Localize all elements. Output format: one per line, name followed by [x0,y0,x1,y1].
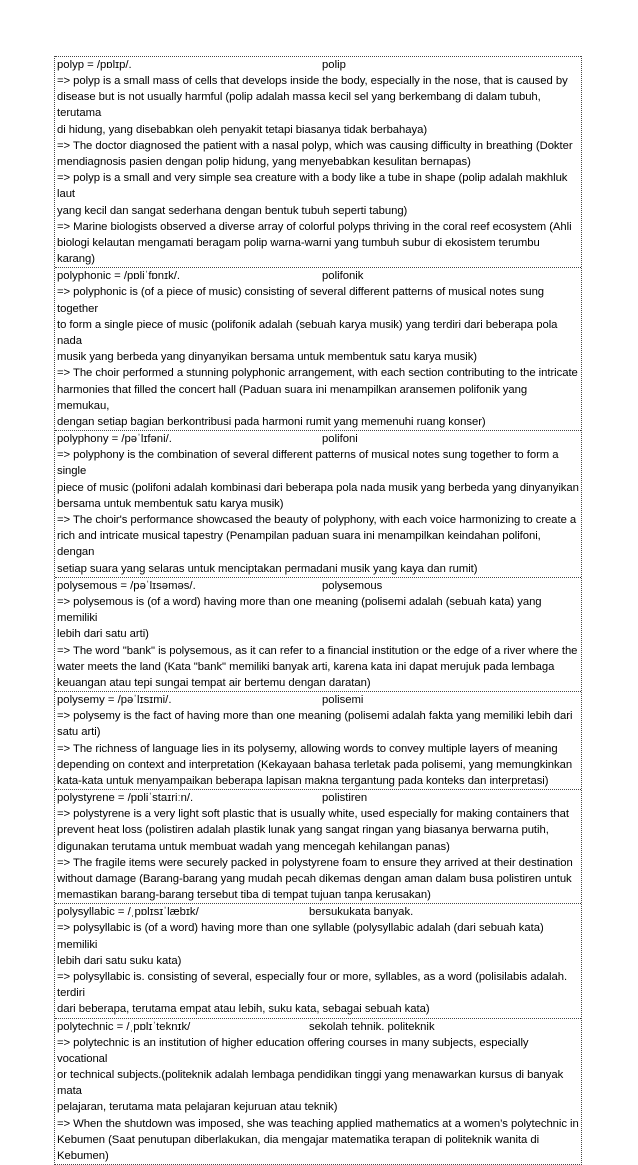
entry-text-line: => polyphony is the combination of several different patterns of musical notes sung together to form a single [57,449,559,478]
entry-text-line: => The fragile items were securely packed in polystyrene foam to ensure they arrived at their destination [57,856,573,869]
entry-text-line: kata-kata untuk menyampaikan beberapa lapisan makna tergantung pada konteks dan interpretasi) [57,774,549,787]
entry-text-line: => polytechnic is an institution of higher education offering courses in many subjects, especially vocational [57,1036,529,1065]
entry-term: polyphonic = /pɒliˈfɒnɪk/. [57,270,181,283]
entry-text-line: prevent heat loss (polistiren adalah plastik lunak yang sangat ringan yang biasanya berwarna putih, [57,824,549,837]
entry-translation: polifonik [322,270,364,283]
entry-text-line: dari beberapa, terutama empat atau lebih, suku kata, sebagai sebuah kata) [57,1003,430,1016]
dictionary-entry [55,789,581,903]
entry-text-line: => polysyllabic is. consisting of several, especially four or more, syllables, as a word (polisilabis adalah. terdiri [57,970,568,1000]
entry-translation: polistiren [322,792,368,805]
entry-translation: polisemi [322,694,364,707]
entry-text-line: setiap suara yang selaras untuk menciptakan permadani musik yang kaya dan rumit) [57,562,478,575]
entry-header [57,790,579,806]
entry-text-line: => When the shutdown was imposed, she was teaching applied mathematics at a women’s polytechnic in [57,1117,579,1130]
entry-text-line: di hidung, yang disebabkan oleh penyakit tetapi biasanya tidak berbahaya) [57,123,428,136]
entry-text-line: biologi kelautan mengamati beragam polip warna-warni yang tumbuh subur di ekosistem terumbu karang) [57,237,540,266]
entry-text-line: depending on context and interpretation (Kekayaan bahasa terletak pada polisemi, yang memungkinkan [57,758,573,771]
entry-text-line: dengan setiap bagian berkontribusi pada harmoni rumit yang memenuhi ruang konser) [57,416,486,429]
entry-header [57,692,579,708]
entry-text-line: digunakan terutama untuk membuat wadah yang mencegah kehilangan panas) [57,840,450,853]
entry-text-line: => polyphonic is (of a piece of music) consisting of several different patterns of musical notes sung together [57,286,545,315]
entry-text-line: => The choir performed a stunning polyphonic arrangement, with each section contributing to the intricate [57,367,578,380]
dictionary-entry [55,430,581,577]
entry-text-line: or technical subjects.(politeknik adalah lembaga pendidikan tinggi yang menawarkan kursus di banyak mata [57,1068,564,1098]
entry-header [57,578,579,594]
entry-text-line: => polysemous is (of a word) having more than one meaning (polisemi adalah (sebuah kata) yang memiliki [57,595,542,625]
entry-header [57,57,579,73]
entry-term: polyphony = /pəˈlɪfəni/. [57,433,172,446]
entry-term: polystyrene = /pɒliˈstaɪriːn/. [57,792,194,805]
entry-term: polysemy = /pəˈlɪsɪmi/. [57,694,172,707]
entry-translation: bersukukata banyak. [309,906,414,919]
entry-text-line: => The word "bank" is polysemous, as it can refer to a financial institution or the edge of a river where the [57,644,578,657]
entry-text-line: musik yang berbeda yang dinyanyikan bersama untuk membentuk satu karya musik) [57,351,477,364]
entry-term: polyp = /pɒlɪp/. [57,59,132,71]
entry-text-line: without damage (Barang-barang yang mudah pecah dikemas dengan aman dalam busa polistiren untuk [57,872,572,885]
entry-text-line: => polyp is a small and very simple sea creature with a body like a tube in shape (polip adalah makhluk laut [57,172,568,201]
entry-translation: polip [322,59,346,71]
entry-text-line: keuangan atau tepi sungai tempat air bertemu dengan daratan) [57,676,371,689]
entry-text-line: pelajaran, terutama mata pelajaran kejuruan atau teknik) [57,1101,338,1114]
entry-text-line: Kebumen (Saat penutupan diberlakukan, dia mengajar matematika terapan di politeknik wanita di Kebumen) [57,1133,540,1162]
entry-translation: sekolah tehnik. politeknik [309,1020,435,1033]
dictionary-entry [55,903,581,1017]
entry-text-line: => polysemy is the fact of having more than one meaning (polisemi adalah fakta yang memiliki lebih dari [57,710,573,723]
entry-text-line: lebih dari satu suku kata) [57,954,182,967]
dictionary-entry [55,1018,581,1165]
entry-translation: polifoni [322,433,358,446]
entry-text-line: => The richness of language lies in its polysemy, allowing words to convey multiple layers of meaning [57,742,558,755]
entry-header [57,268,579,284]
entry-term: polysemous = /pəˈlɪsəməs/. [57,579,196,592]
entry-text-line: lebih dari satu arti) [57,628,149,641]
entry-header [57,1019,579,1035]
dictionary-entry [55,56,581,267]
dictionary-entry [55,267,581,430]
entry-header [57,431,579,447]
entry-text-line: => polysyllabic is (of a word) having more than one syllable (polysyllabic adalah (dari sebuah kata) memiliki [57,922,544,951]
entry-text-line: harmonies that filled the concert hall (Paduan suara ini menampilkan aransemen polifonik yang memukau, [57,383,528,412]
entry-text-line: rich and intricate musical tapestry (Penampilan paduan suara ini menampilkan keindahan polifoni, dengan [57,530,541,559]
entry-header [57,904,579,920]
entry-text-line: disease but is not usually harmful (polip adalah massa kecil sel yang berkembang di dalam tubuh, terutama [57,91,541,120]
dictionary-entry [55,691,581,789]
entry-text-line: mendiagnosis pasien dengan polip hidung, yang menyebabkan kesulitan bernapas) [57,156,471,169]
entry-text-line: memastikan barang-barang tersebut tiba di tempat tujuan tanpa kerusakan) [57,889,431,902]
entry-text-line: satu arti) [57,726,101,739]
entry-text-line: to form a single piece of music (polifonik adalah (sebuah karya musik) yang terdiri dari beberapa pola nada [57,318,558,348]
entry-term: polysyllabic = /ˌpɒlɪsɪˈlæbɪk/ [57,906,199,919]
entry-text-line: => Marine biologists observed a diverse array of colorful polyps thriving in the coral reef ecosystem (Ahli [57,220,572,233]
entry-text-line: => polystyrene is a very light soft plastic that is usually white, used especially for making containers that [57,808,569,821]
entry-text-line: water meets the land (Kata "bank" memiliki banyak arti, karena kata ini dapat merujuk pada lembaga [57,660,555,673]
entry-text-line: piece of music (polifoni adalah kombinasi dari beberapa pola nada musik yang berbeda yang dinyanyikan [57,481,579,494]
entry-text-line: yang kecil dan sangat sederhana dengan bentuk tubuh seperti tabung) [57,204,408,217]
entry-text-line: => The doctor diagnosed the patient with a nasal polyp, which was causing difficulty in breathing (Dokter [57,139,573,152]
entry-term: polytechnic = /ˌpɒlɪˈteknɪk/ [57,1020,191,1033]
entry-text-line: => polyp is a small mass of cells that develops inside the body, especially in the nose, that is caused by [57,75,568,87]
entry-translation: polysemous [322,579,383,592]
entry-text-line: bersama untuk membentuk satu karya musik) [57,497,284,510]
entry-text-line: => The choir's performance showcased the beauty of polyphony, with each voice harmonizing to create a [57,514,577,527]
dictionary-entry [55,577,581,691]
dictionary-table [54,56,582,1165]
